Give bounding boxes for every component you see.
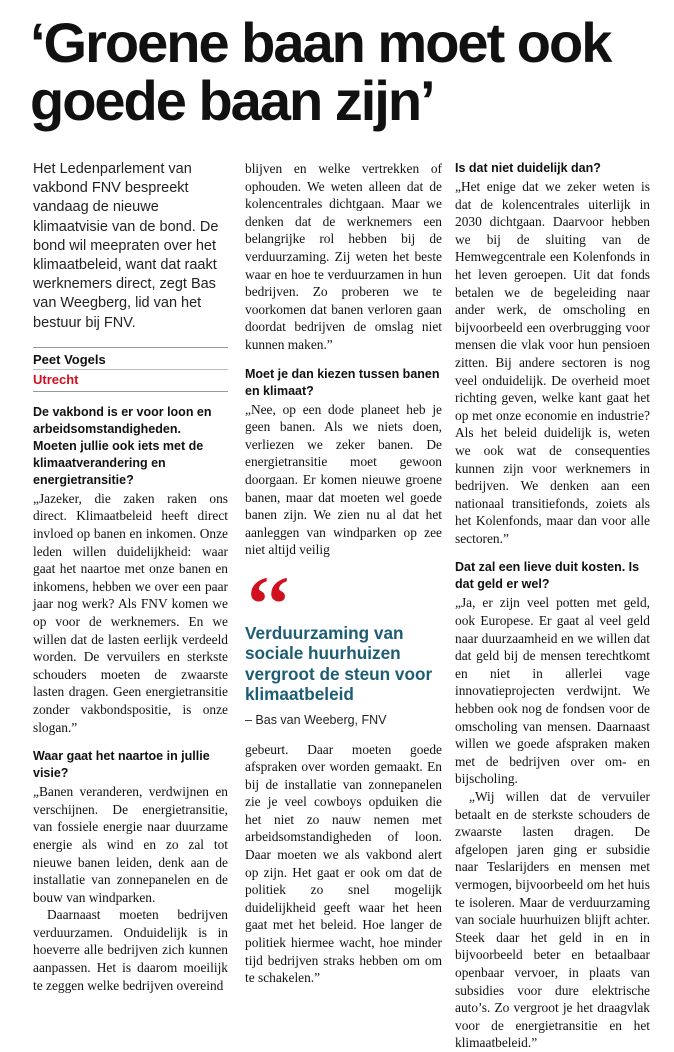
intro: Het Ledenparlement van vakbond FNV bespreekt vandaag de nieuwe klimaatvisie van de bond. De bond wil meepraten over het klimaatbeleid, want dat raakt werknemers direct, zegt Bas van Weegberg, lid van het bestuur bij FNV.: [33, 161, 219, 331]
quote-attribution: – Bas van Weeberg, FNV: [245, 712, 387, 727]
column-3: [455, 160, 650, 1052]
pull-quote-block: [245, 559, 442, 727]
answer: „Banen veranderen, verdwijnen en verschijnen. De energietransitie, van fossiele energie naar duurzame energie als wind en zo zal tot nieuwe banen leiden, denk aan de installatie van zonnepanelen en de bouw van windparken.: [33, 784, 228, 905]
answer: „Nee, op een dode planeet heb je geen banen. Als we niets doen, verliezen we zeker banen. De energietransitie moet gewoon doorgaan. Er komen nieuwe groene banen, maar dat moeten wel goede banen zijn. We zien nu al dat het aanleggen van windparken op zee niet altijd veilig: [245, 401, 442, 558]
question: Moet je dan kiezen tussen banen en klimaat?: [245, 366, 440, 398]
answer: Daarnaast moeten bedrijven verduurzamen. Onduidelijk is in hoeverre alle bedrijven zich kunnen aanpassen. Het is daarom moeilijk te zeggen welke bedrijven overeind: [33, 907, 228, 993]
byline: [33, 347, 228, 392]
headline: ‘Groene baan moet ook goede baan zijn’: [30, 11, 611, 132]
answer: „Jazeker, die zaken raken ons direct. Klimaatbeleid heeft direct invloed op banen en inkomen. Onze leden willen duidelijkheid: waar gaat het naartoe met onze banen en inkomens, hebben we over een paar jaar nog werk? Als FNV komen we op voor de werknemers. En we willen dat de lasten eerlijk verdeeld worden. De vervuilers en sterkste schouders moeten de zwaarste lasten dragen. Geen energietransitie zonder vakbondspositie, is onze slogan.”: [33, 490, 228, 735]
answer: „Wij willen dat de vervuiler betaalt en de sterkste schouders de zwaarste lasten dragen. De afgelopen jaren ging er subsidie naar Teslarijders en mensen met vermogen, bijvoorbeeld om het huis te isoleren. Maar de verduurzaming van sociale huurhuizen blijft achter. Steek daar het geld in en in bijvoorbeeld beter en betaalbaar openbaar vervoer, in plaats van subsidies voor dure elektrische auto’s. Zo vergroot je het draagvlak voor de energietransitie en het klimaatbeleid.”: [455, 789, 650, 1051]
question: Waar gaat het naartoe in jullie visie?: [33, 749, 210, 781]
pull-quote: Verduurzaming van sociale huurhuizen vergroot de steun voor klimaatbeleid: [245, 622, 433, 705]
column-2: [245, 160, 442, 987]
author: Peet Vogels: [33, 348, 228, 370]
answer: gebeurt. Daar moeten goede afspraken over worden gemaakt. En bij de installatie van zonnepanelen zie je veel cowboys opduiken die het niet zo nauw nemen met arbeidsomstandigheden of loon. Daar moeten we als vakbond alert op zijn. Het gaat er ook om dat de politiek zo snel mogelijk duidelijkheid geeft waar het heen gaat met het beleid. Hoe langer de politiek hiermee wacht, hoe minder tijd bedrijven straks hebben om om te schakelen.”: [245, 741, 442, 986]
answer: „Het enige dat we zeker weten is dat de kolencentrales uiterlijk in 2030 dichtgaan. Daarvoor hebben we bij de sluiting van de Hemwegcentrale een Kolenfonds in het leven geroepen. Uit dat fonds betalen we de begeleiding naar ander werk, de omscholing en bijvoorbeeld een overbrugging voor mensen die vlak voor hun pensioen zitten. Bij andere sectoren is nog veel onduidelijk. De overheid moet richting geven, welke kant gaat het op met onze economie en industrie? Als het beleid duidelijk is, weten we ook wat de consequenties kunnen zijn voor werknemers in bedrijven. We denken aan een nationaal transitiefonds, zoiets als het Kolenfonds, maar dan voor alle sectoren.”: [455, 179, 650, 546]
quote-mark-icon: ‘‘: [245, 559, 292, 647]
answer: blijven en welke vertrekken of ophouden. We weten alleen dat de kolencentrales dichtgaan. Maar we denken dat de werknemers een belangrijke rol hebben bij de verduurzaming. Zij weten het beste waar en hoe te verduurzamen in hun bedrijven. Zo proberen we te voorkomen dat banen verloren gaan doordat bedrijven de omslag niet kunnen maken.”: [245, 161, 442, 352]
question: Dat zal een lieve duit kosten. Is dat geld er wel?: [455, 560, 640, 592]
location: Utrecht: [33, 370, 228, 392]
column-1: [33, 160, 228, 994]
answer: „Ja, er zijn veel potten met geld, ook Europese. Er gaat al veel geld naar duurzaamheid en we willen dat dat geld bij de mensen terechtkomt en niet in allerlei vage innovatieprojecten verdwijnt. We hebben ook nog de fondsen voor de omscholing van mensen. Daarnaast willen we goede afspraken maken met de bedrijven over om- en bijscholing.: [455, 595, 650, 787]
question: De vakbond is er voor loon en arbeidsomstandigheden. Moeten jullie ook iets met de klimaatverandering en energietransitie?: [33, 404, 212, 487]
question: Is dat niet duidelijk dan?: [455, 161, 601, 175]
